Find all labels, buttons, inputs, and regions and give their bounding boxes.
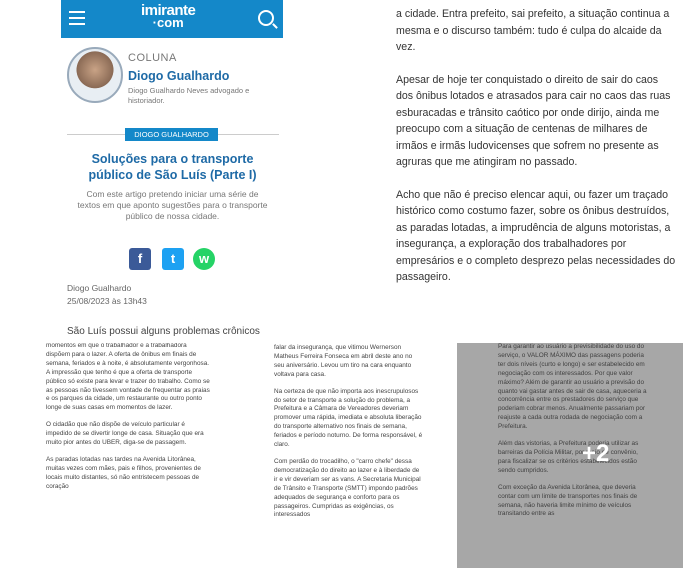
paragraph: Para garantir ao usuário a previsibilidade do uso do serviço, o VALOR MÁXIMO das passagens poderia ter dois níveis (curto e longo) e ser estabelecido em negociação com os interessados. Por que valor máximo? Além de garantir ao usuário a previsão do quanto vai gastar antes de sair de casa, aqueceria a concorrência entre os prestadores do serviço que poderiam cobrar menos. Anualmente passariam por reajuste a cada outra rodada de negociação com a Prefeitura. — [498, 343, 647, 431]
gallery-image-3[interactable] — [0, 343, 226, 568]
mobile-article-screenshot — [61, 0, 283, 340]
article-lead: São Luís possui alguns problemas crônicos — [67, 326, 260, 337]
search-icon — [258, 10, 274, 26]
article-byline: Diogo Gualhardo — [67, 283, 132, 293]
paragraph: Acho que não é preciso elencar aqui, ou fazer um traçado histórico como costumo fazer, sobre os ônibus destruídos, as paradas lotadas, a imprudência de alguns motoristas, a insegurança, a exploração dos trabalhadores por empresários e o completo desprezo pelas necessidades do passageiro. — [396, 188, 676, 283]
article-date: 25/08/2023 às 13h43 — [67, 296, 147, 306]
paragraph: Com exceção da Avenida Litorânea, que deveria contar com um limite de transportes nos finais de semana, não haveria limite mínimo de veículos transitando entre as — [498, 483, 638, 518]
author-name: Diogo Gualhardo — [128, 69, 230, 83]
whatsapp-share-icon: w — [193, 248, 215, 270]
paragraph: falar da insegurança, que vitimou Wernerson Matheus Ferreira Fonseca em abril deste ano no seu aniversário. Levou um tiro na cara enquanto voltava para casa. — [274, 344, 413, 378]
gallery-image-5-more[interactable] — [457, 343, 683, 568]
article-subtitle: Com este artigo pretendo iniciar uma série de textos em que aponto sugestões para o transporte público de nossa cidade. — [77, 189, 268, 221]
more-images-count[interactable]: +2 — [582, 440, 610, 467]
column-badge: DIOGO GUALHARDO — [125, 128, 218, 141]
paragraph: Além das vistorias, a Prefeitura poderia utilizar as barreiras da Polícia Militar, por meio de convênio, para fiscalizar se os critérios estabelecidos estão sendo cumpridos. — [498, 440, 639, 474]
paragraph: Com perdão do trocadilho, o "carro chefe" dessa democratização do direito ao lazer e à liberdade de ir e vir deveriam ser as vans. A Secretaria Municipal de Trânsito e Transporte (SMTT) impondo padrões adequados de segurança e conforto para os passageiros. Cumpridas as exigências, os interessados — [274, 457, 421, 519]
column-author-block — [61, 38, 283, 108]
hamburger-menu-icon — [69, 11, 85, 25]
site-header — [61, 0, 283, 38]
author-avatar — [67, 47, 123, 103]
article-text-block — [274, 344, 424, 528]
author-bio: Diogo Gualhardo Neves advogado e historiador. — [128, 86, 250, 105]
article-title: Soluções para o transporte público de São Luís (Parte I) — [88, 152, 257, 182]
paragraph: a cidade. Entra prefeito, sai prefeito, a situação continua a mesma e o discurso também: tudo é culpa do alcaide da vez. — [396, 8, 670, 53]
twitter-share-icon: t — [162, 248, 184, 270]
article-text-block — [46, 343, 211, 500]
paragraph: Na certeza de que não importa aos inescrupulosos do setor de transporte a solução do problema, a Prefeitura e a Câmara de Vereadores deveriam promover uma rápida, imediata e absoluta liberação do transporte alternativo nos finais de semana, feriados e período noturno. De forma responsável, é claro. — [274, 387, 423, 449]
paragraph: O cidadão que não dispõe de veículo particular é impedido de se divertir longe de casa. Situação que era muito pior antes do UBER, diga-se de passagem. — [46, 421, 204, 447]
gallery-image-1[interactable] — [0, 0, 340, 340]
site-logo: imirante ·com — [141, 2, 196, 30]
article-text-block — [396, 6, 676, 302]
facebook-share-icon: f — [129, 248, 151, 270]
gallery-image-4[interactable] — [228, 343, 455, 568]
column-label: COLUNA — [128, 52, 177, 64]
paragraph: As paradas lotadas nas tardes na Avenida Litorânea, muitas vezes com mães, pais e filhos, provenientes de locais muito distantes, só não entristecem pessoas de coração — [46, 455, 201, 490]
more-images-overlay[interactable] — [457, 343, 683, 568]
paragraph: Apesar de hoje ter conquistado o direito de sair do caos dos ônibus lotados e atrasados para cair no caos das ruas esburacadas e trânsito caótico por onde dirijo, ainda me preocupo com a situação de centenas de milhares de irmãos e irmãs ludovicenses que sofrem no presente as agruras que me atingiram no passado. — [396, 73, 671, 168]
paragraph: momentos em que o trabalhador e a trabalhadora dispõem para o lazer. A oferta de ônibus em finais de semana, feriados e à noite, é absolutamente vergonhosa. A impressão que tenho é que a oferta de transporte público só existe para levar e trazer do trabalho. Como se as pessoas não tivessem vontade de frequentar as praias e os parques da cidade, um restaurante ou outro ponto longe de suas casas em momentos de lazer. — [46, 343, 210, 412]
gallery-image-2[interactable] — [343, 0, 683, 340]
